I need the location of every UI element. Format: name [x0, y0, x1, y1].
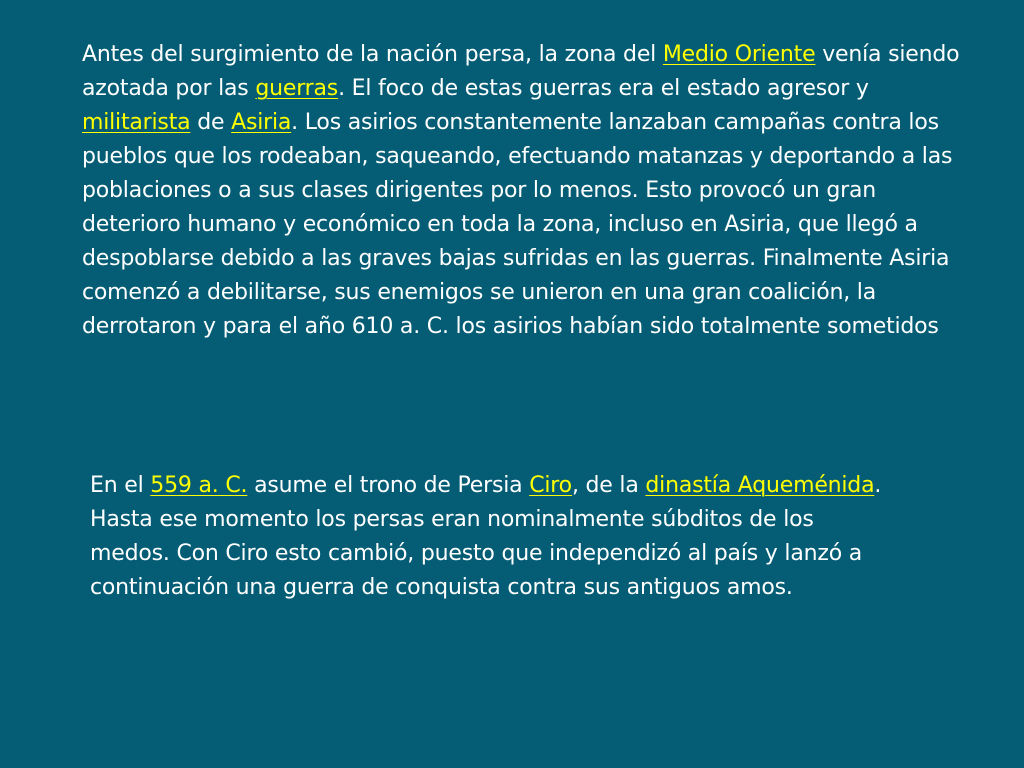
text-segment: , de la [571, 473, 646, 498]
text-segment: Antes del surgimiento de la nación persa, la zona del [82, 42, 663, 67]
text-segment: asume el trono de Persia [247, 473, 530, 498]
link-guerras[interactable]: guerras [255, 76, 339, 101]
link-559-ac[interactable]: 559 a. C. [150, 473, 248, 498]
paragraph-ciro [90, 469, 890, 605]
link-dinastia-aquemenida[interactable]: dinastía Aqueménida [645, 473, 875, 498]
link-ciro[interactable]: Ciro [529, 473, 572, 498]
link-militarista[interactable]: militarista [82, 110, 191, 135]
text-segment: . Los asirios constantemente lanzaban campañas contra los pueblos que los rodeaban, saqueando, efectuando matanzas y deportando a las poblaciones o a sus clases dirigentes por lo menos. Esto provocó un gran deterioro humano y económico en toda la zona, incluso en Asiria, que llegó a despoblarse debido a las graves bajas sufridas en las guerras. Finalmente Asiria comenzó a debilitarse, sus enemigos se unieron en una gran coalición, la derrotaron y para el año 610 a. C. los asirios habían sido totalmente sometidos [82, 110, 953, 339]
text-segment: de [190, 110, 232, 135]
text-segment: venía siendo azotada por las [82, 42, 960, 101]
text-segment: . El foco de estas guerras era el estado agresor y [338, 76, 869, 101]
text-segment: En el [90, 473, 151, 498]
paragraph-assyria [82, 38, 962, 344]
link-asiria[interactable]: Asiria [231, 110, 292, 135]
link-medio-oriente[interactable]: Medio Oriente [662, 42, 816, 67]
text-segment: . Hasta ese momento los persas eran nominalmente súbditos de los medos. Con Ciro esto cambió, puesto que independizó al país y lanzó a continuación una guerra de conquista contra sus antiguos amos. [90, 473, 882, 600]
